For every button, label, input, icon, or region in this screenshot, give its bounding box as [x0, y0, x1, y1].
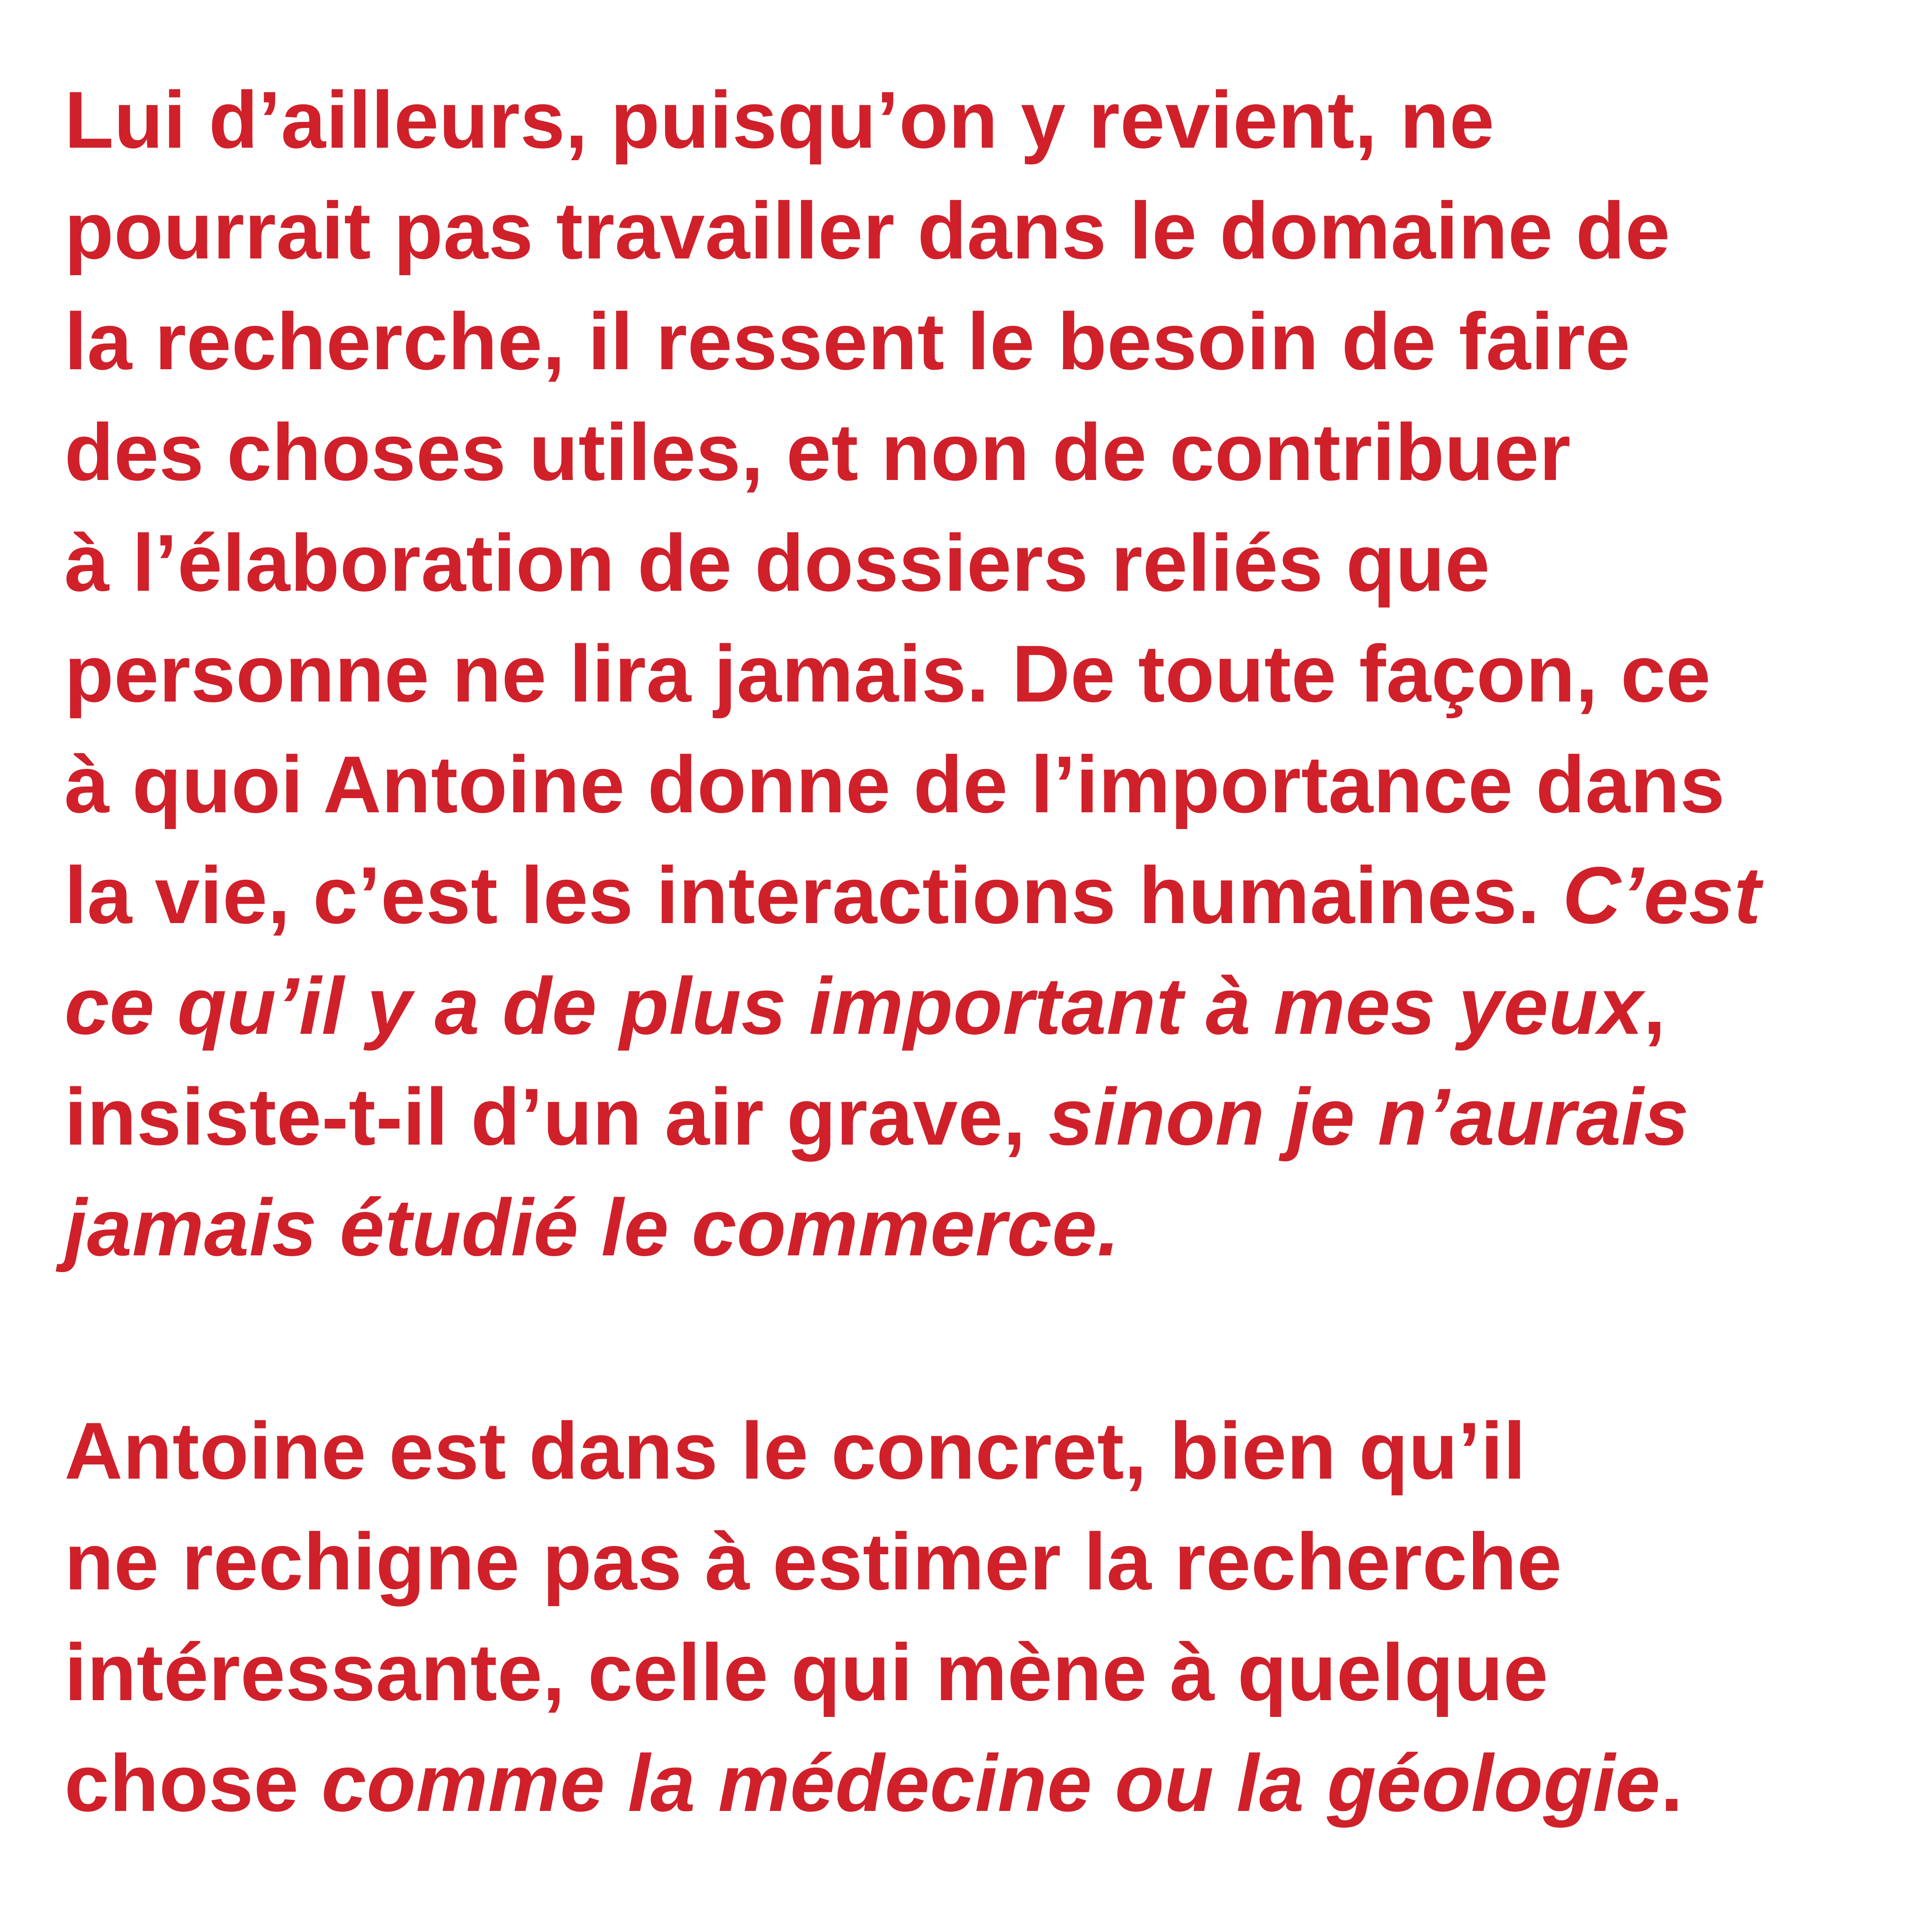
text-run: ne rechigne pas à estimer la recherche	[64, 1516, 1562, 1607]
text-run: Lui d’ailleurs, puisqu’on y revient, ne	[64, 75, 1495, 165]
text-line	[64, 1617, 1683, 1728]
paragraph-2	[64, 1395, 1683, 1838]
text-run: ,	[1643, 961, 1666, 1051]
document-page	[64, 64, 1889, 1868]
paragraph-1	[64, 64, 1761, 1283]
text-line	[64, 618, 1761, 729]
text-line	[64, 507, 1761, 618]
text-run: Antoine est dans le concret, bien qu’il	[64, 1406, 1526, 1496]
text-line	[64, 64, 1761, 175]
text-run: pourrait pas travailler dans le domaine de	[64, 185, 1671, 276]
text-line	[64, 729, 1761, 840]
text-run: intéressante, celle qui mène à quelque	[64, 1627, 1549, 1717]
text-line	[64, 1395, 1683, 1506]
text-run: chose	[64, 1738, 322, 1828]
text-line	[64, 1506, 1683, 1617]
text-run: des choses utiles, et non de contribuer	[64, 407, 1571, 497]
text-run: .	[1660, 1738, 1683, 1828]
italic-quote-run: ce qu’il y a de plus important à mes yeux	[64, 961, 1643, 1051]
text-run: insiste-t-il d’un air grave,	[64, 1072, 1048, 1162]
text-line	[64, 1172, 1761, 1283]
text-run: la vie, c’est les interactions humaines.	[64, 850, 1563, 940]
text-line	[64, 286, 1761, 397]
text-line	[64, 397, 1761, 507]
text-run: à quoi Antoine donne de l’importance dans	[64, 739, 1725, 829]
text-run: la recherche, il ressent le besoin de faire	[64, 296, 1631, 386]
italic-quote-run: C’est	[1562, 850, 1761, 940]
text-line	[64, 951, 1761, 1061]
text-line	[64, 1061, 1761, 1172]
italic-quote-run: sinon je n’aurais	[1048, 1072, 1689, 1162]
text-line	[64, 840, 1761, 951]
text-run: personne ne lira jamais. De toute façon, ce	[64, 629, 1711, 719]
text-line	[64, 1728, 1683, 1838]
text-line	[64, 175, 1761, 286]
text-run: à l’élaboration de dossiers reliés que	[64, 518, 1490, 608]
italic-quote-run: comme la médecine ou la géologie	[321, 1738, 1661, 1828]
italic-quote-run: jamais étudié le commerce.	[64, 1182, 1120, 1273]
